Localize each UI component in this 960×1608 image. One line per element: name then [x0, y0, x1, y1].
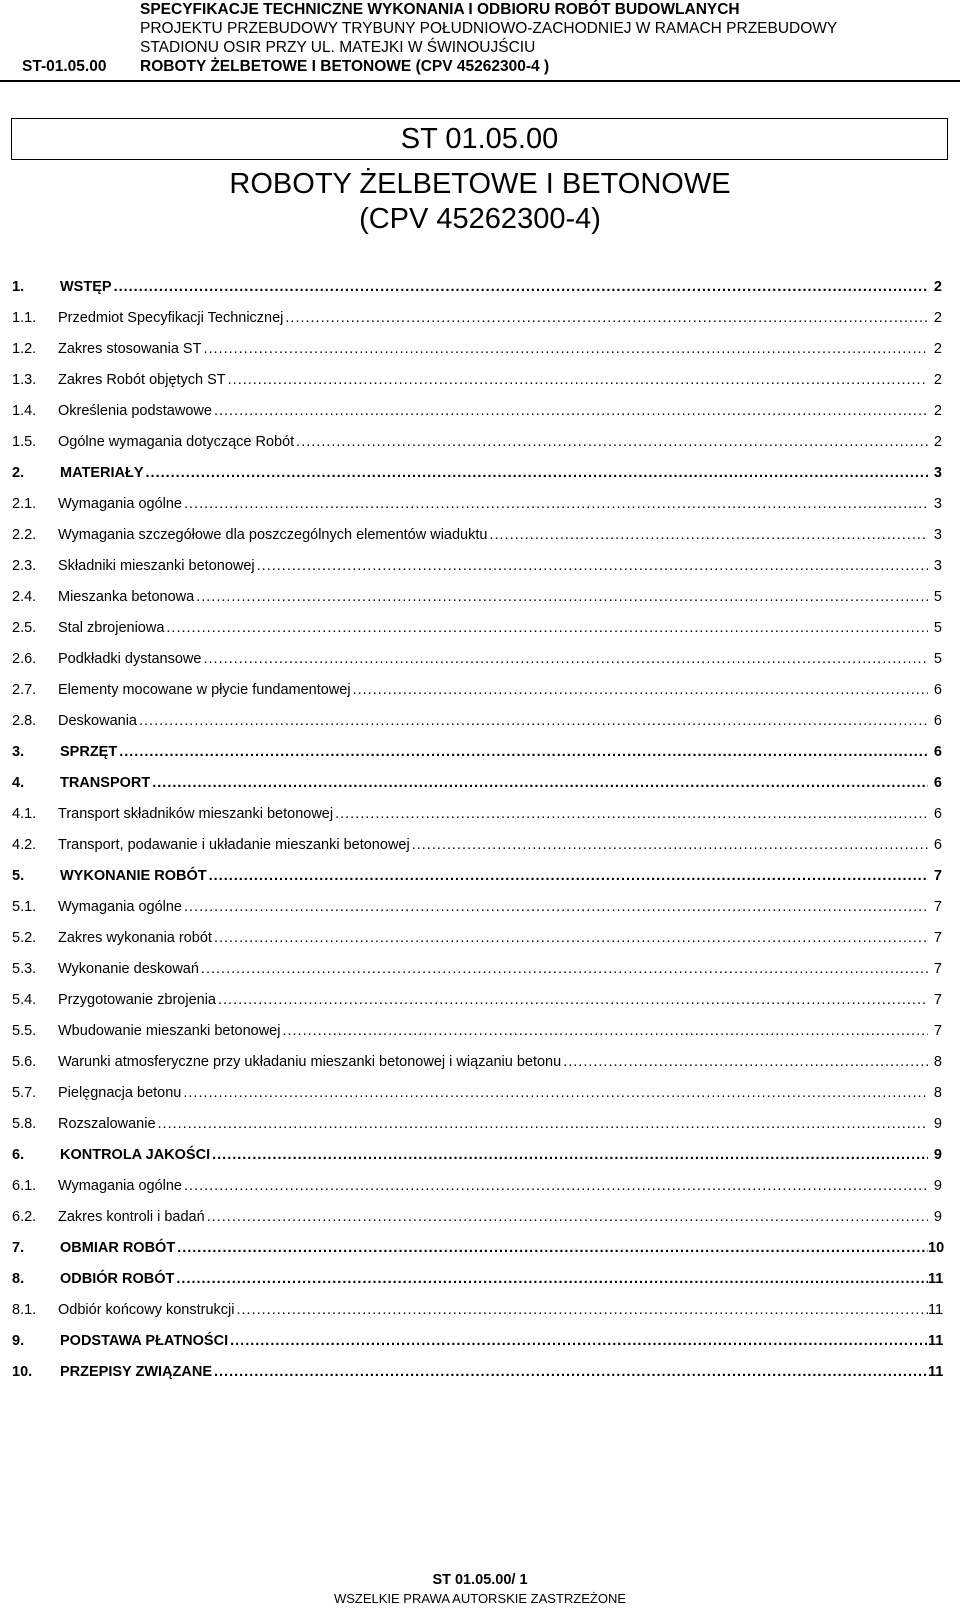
toc-entry-number: 2.2.: [12, 526, 37, 543]
toc-dot-leader: [176, 1271, 928, 1287]
toc-dot-leader: [257, 558, 928, 574]
toc-entry-number: 4.1.: [12, 805, 37, 822]
toc-entry-number: 1.5.: [12, 433, 37, 450]
toc-entry-number: 5.8.: [12, 1115, 37, 1132]
toc-entry-label: Wymagania ogólne: [58, 898, 183, 915]
toc-entry-page: 3: [933, 464, 942, 481]
toc-entry[interactable]: [12, 1294, 942, 1325]
toc-entry-number: 4.: [12, 774, 25, 791]
toc-dot-leader: [296, 434, 928, 450]
header-subject: ROBOTY ŻELBETOWE I BETONOWE (CPV 45262300-4 ): [140, 58, 550, 75]
footer-page-ref: ST 01.05.00/ 1: [432, 1572, 528, 1588]
toc-entry-page: 5: [933, 619, 942, 636]
toc-entry-page: 11: [928, 1363, 944, 1380]
toc-entry[interactable]: [12, 426, 942, 457]
toc-entry[interactable]: [12, 1046, 942, 1077]
toc-entry-label: Wymagania szczegółowe dla poszczególnych elementów wiaduktu: [58, 526, 488, 543]
toc-entry-number: 5.: [12, 867, 25, 884]
toc-entry-number: 10.: [12, 1363, 33, 1380]
toc-entry-label: Mieszanka betonowa: [58, 588, 195, 605]
toc-dot-leader: [146, 465, 928, 481]
toc-dot-leader: [282, 1023, 928, 1039]
toc-entry-page: 6: [933, 743, 942, 760]
toc-dot-leader: [353, 682, 928, 698]
toc-entry[interactable]: [12, 860, 942, 891]
toc-dot-leader: [412, 837, 928, 853]
toc-dot-leader: [166, 620, 928, 636]
toc-entry-page: 7: [933, 991, 942, 1008]
toc-entry-page: 6: [933, 681, 942, 698]
toc-dot-leader: [214, 403, 928, 419]
toc-entry-number: 2.4.: [12, 588, 37, 605]
header-line-1: SPECYFIKACJE TECHNICZNE WYKONANIA I ODBIORU ROBÓT BUDOWLANYCH: [140, 1, 740, 18]
toc-entry-label: Pielęgnacja betonu: [58, 1084, 182, 1101]
toc-entry-number: 2.1.: [12, 495, 37, 512]
toc-entry-number: 6.: [12, 1146, 25, 1163]
toc-entry-page: 6: [933, 836, 942, 853]
header-line-3: STADIONU OSIR PRZY UL. MATEJKI W ŚWINOUJŚCIU: [140, 39, 536, 56]
toc-entry-number: 2.5.: [12, 619, 37, 636]
toc-dot-leader: [230, 1333, 928, 1349]
toc-entry[interactable]: [12, 333, 942, 364]
toc-entry[interactable]: [12, 1108, 942, 1139]
toc-entry[interactable]: [12, 984, 942, 1015]
toc-entry-label: Wbudowanie mieszanki betonowej: [58, 1022, 281, 1039]
toc-entry-number: 8.: [12, 1270, 25, 1287]
spec-code-title: ST 01.05.00: [400, 122, 559, 155]
toc-entry-number: 6.2.: [12, 1208, 37, 1225]
toc-entry-number: 1.2.: [12, 340, 37, 357]
toc-dot-leader: [228, 372, 928, 388]
toc-entry-number: 5.1.: [12, 898, 37, 915]
toc-entry[interactable]: [12, 1201, 942, 1232]
toc-entry[interactable]: [12, 1232, 945, 1263]
toc-entry-label: MATERIAŁY: [60, 464, 144, 481]
toc-entry[interactable]: [12, 798, 942, 829]
toc-entry[interactable]: [12, 891, 942, 922]
toc-entry-page: 7: [933, 1022, 942, 1039]
toc-entry-page: 3: [933, 495, 942, 512]
toc-entry-label: PRZEPISY ZWIĄZANE: [60, 1363, 212, 1380]
toc-entry[interactable]: [12, 612, 942, 643]
toc-entry-page: 3: [933, 526, 942, 543]
toc-dot-leader: [184, 1178, 928, 1194]
toc-entry-label: Rozszalowanie: [58, 1115, 156, 1132]
toc-entry-page: 6: [933, 774, 942, 791]
toc-entry-label: ODBIÓR ROBÓT: [60, 1270, 175, 1287]
toc-entry-page: 6: [933, 712, 942, 729]
header-spec-code: ST-01.05.00: [22, 58, 107, 75]
toc-entry-page: 9: [933, 1208, 942, 1225]
toc-entry-label: Składniki mieszanki betonowej: [58, 557, 255, 574]
toc-entry-label: Odbiór końcowy konstrukcji: [58, 1301, 235, 1318]
toc-entry-label: Przedmiot Specyfikacji Technicznej: [58, 309, 284, 326]
toc-dot-leader: [114, 279, 928, 295]
toc-entry-label: Warunki atmosferyczne przy układaniu mieszanki betonowej i wiązaniu betonu: [58, 1053, 562, 1070]
toc-entry[interactable]: [12, 581, 942, 612]
toc-entry[interactable]: [12, 457, 942, 488]
toc-dot-leader: [119, 744, 928, 760]
toc-entry-label: SPRZĘT: [60, 743, 118, 760]
toc-dot-leader: [203, 341, 928, 357]
toc-entry-label: Transport składników mieszanki betonowej: [58, 805, 334, 822]
toc-dot-leader: [237, 1302, 929, 1318]
toc-dot-leader: [218, 992, 928, 1008]
toc-entry-page: 2: [933, 340, 942, 357]
toc-entry-page: 2: [933, 278, 942, 295]
toc-entry-page: 7: [933, 960, 942, 977]
toc-entry-page: 10: [928, 1239, 945, 1256]
spec-code-title-box: [11, 118, 948, 160]
toc-entry-label: Wymagania ogólne: [58, 495, 183, 512]
toc-dot-leader: [335, 806, 928, 822]
toc-entry-number: 4.2.: [12, 836, 37, 853]
toc-entry-page: 9: [933, 1146, 942, 1163]
toc-entry-label: Podkładki dystansowe: [58, 650, 202, 667]
toc-entry-number: 5.4.: [12, 991, 37, 1008]
toc-entry-label: Deskowania: [58, 712, 137, 729]
toc-dot-leader: [212, 1147, 928, 1163]
toc-entry-page: 5: [933, 650, 942, 667]
toc-entry-label: Ogólne wymagania dotyczące Robót: [58, 433, 295, 450]
toc-entry[interactable]: [12, 1325, 942, 1356]
header-line-2: PROJEKTU PRZEBUDOWY TRYBUNY POŁUDNIOWO-ZACHODNIEJ W RAMACH PRZEBUDOWY: [140, 20, 838, 37]
toc-dot-leader: [177, 1240, 928, 1256]
toc-entry-number: 2.: [12, 464, 25, 481]
toc-entry[interactable]: [12, 705, 942, 736]
toc-entry[interactable]: [12, 395, 942, 426]
toc-entry-label: Wymagania ogólne: [58, 1177, 183, 1194]
toc-dot-leader: [196, 589, 928, 605]
toc-entry[interactable]: [12, 1170, 942, 1201]
toc-entry-label: WSTĘP: [60, 278, 112, 295]
toc-entry[interactable]: [12, 767, 942, 798]
toc-entry-number: 5.7.: [12, 1084, 37, 1101]
toc-entry[interactable]: [12, 519, 942, 550]
toc-entry-label: PODSTAWA PŁATNOŚCI: [60, 1332, 229, 1349]
toc-entry-number: 1.1.: [12, 309, 37, 326]
toc-entry-label: Zakres Robót objętych ST: [58, 371, 226, 388]
toc-entry-number: 2.3.: [12, 557, 37, 574]
toc-entry-page: 11: [928, 1270, 944, 1287]
toc-dot-leader: [184, 496, 928, 512]
toc-dot-leader: [285, 310, 928, 326]
toc-entry-number: 5.2.: [12, 929, 37, 946]
toc-entry[interactable]: [12, 364, 942, 395]
toc-entry[interactable]: [12, 488, 942, 519]
toc-entry[interactable]: [12, 674, 942, 705]
toc-entry[interactable]: [12, 1263, 942, 1294]
table-of-contents: [12, 271, 945, 1387]
toc-entry-number: 6.1.: [12, 1177, 37, 1194]
toc-entry-number: 9.: [12, 1332, 25, 1349]
footer-copyright: WSZELKIE PRAWA AUTORSKIE ZASTRZEŻONE: [333, 1591, 627, 1606]
toc-entry-number: 1.4.: [12, 402, 37, 419]
toc-dot-leader: [214, 1364, 928, 1380]
toc-dot-leader: [207, 1209, 928, 1225]
toc-entry-number: 1.3.: [12, 371, 37, 388]
toc-entry-label: Zakres stosowania ST: [58, 340, 202, 357]
toc-entry-label: KONTROLA JAKOŚCI: [60, 1146, 211, 1163]
toc-dot-leader: [209, 868, 928, 884]
toc-entry-page: 9: [933, 1177, 942, 1194]
toc-dot-leader: [563, 1054, 928, 1070]
toc-entry-label: TRANSPORT: [60, 774, 151, 791]
toc-entry-page: 7: [933, 867, 942, 884]
toc-entry-page: 2: [933, 371, 942, 388]
toc-entry[interactable]: [12, 550, 942, 581]
toc-dot-leader: [184, 899, 928, 915]
toc-entry-page: 8: [933, 1053, 942, 1070]
toc-entry-page: 2: [933, 309, 942, 326]
toc-entry-page: 11: [928, 1301, 944, 1318]
toc-entry-number: 5.5.: [12, 1022, 37, 1039]
toc-entry-number: 5.3.: [12, 960, 37, 977]
toc-dot-leader: [183, 1085, 928, 1101]
toc-entry-page: 2: [933, 433, 942, 450]
toc-entry[interactable]: [12, 953, 942, 984]
toc-dot-leader: [489, 527, 928, 543]
toc-entry-number: 5.6.: [12, 1053, 37, 1070]
toc-entry[interactable]: [12, 1077, 942, 1108]
document-header: [22, 0, 952, 76]
toc-entry-page: 8: [933, 1084, 942, 1101]
header-divider: [0, 80, 960, 82]
toc-entry-page: 11: [928, 1332, 944, 1349]
toc-dot-leader: [152, 775, 928, 791]
toc-entry[interactable]: [12, 922, 942, 953]
spec-title: ROBOTY ŻELBETOWE I BETONOWE: [229, 168, 731, 200]
toc-entry-number: 3.: [12, 743, 25, 760]
toc-entry-page: 6: [933, 805, 942, 822]
toc-entry-number: 2.6.: [12, 650, 37, 667]
toc-entry-page: 3: [933, 557, 942, 574]
toc-entry[interactable]: [12, 271, 942, 302]
toc-entry-label: Stal zbrojeniowa: [58, 619, 165, 636]
toc-entry-page: 5: [933, 588, 942, 605]
toc-entry-label: Transport, podawanie i układanie mieszanki betonowej: [58, 836, 410, 853]
toc-entry-page: 2: [933, 402, 942, 419]
toc-entry-label: Wykonanie deskowań: [58, 960, 199, 977]
toc-entry-label: Zakres kontroli i badań: [58, 1208, 205, 1225]
toc-entry-number: 7.: [12, 1239, 25, 1256]
toc-dot-leader: [203, 651, 928, 667]
toc-entry[interactable]: [12, 1139, 942, 1170]
toc-entry-page: 9: [933, 1115, 942, 1132]
toc-entry-number: 8.1.: [12, 1301, 37, 1318]
toc-dot-leader: [214, 930, 928, 946]
toc-dot-leader: [201, 961, 928, 977]
toc-dot-leader: [139, 713, 928, 729]
toc-entry-number: 1.: [12, 278, 25, 295]
spec-cpv: (CPV 45262300-4): [359, 203, 601, 235]
toc-entry[interactable]: [12, 643, 942, 674]
toc-entry-label: Przygotowanie zbrojenia: [58, 991, 216, 1008]
toc-entry[interactable]: [12, 829, 942, 860]
toc-entry[interactable]: [12, 1356, 942, 1387]
toc-entry-label: OBMIAR ROBÓT: [60, 1239, 176, 1256]
toc-entry[interactable]: [12, 1015, 942, 1046]
toc-entry[interactable]: [12, 736, 942, 767]
toc-entry-page: 7: [933, 929, 942, 946]
toc-entry-number: 2.8.: [12, 712, 37, 729]
toc-entry-number: 2.7.: [12, 681, 37, 698]
toc-dot-leader: [158, 1116, 928, 1132]
toc-entry-label: WYKONANIE ROBÓT: [60, 867, 207, 884]
toc-entry-label: Określenia podstawowe: [58, 402, 212, 419]
toc-entry-label: Zakres wykonania robót: [58, 929, 212, 946]
toc-entry-page: 7: [933, 898, 942, 915]
toc-entry-label: Elementy mocowane w płycie fundamentowej: [58, 681, 351, 698]
toc-entry[interactable]: [12, 302, 942, 333]
